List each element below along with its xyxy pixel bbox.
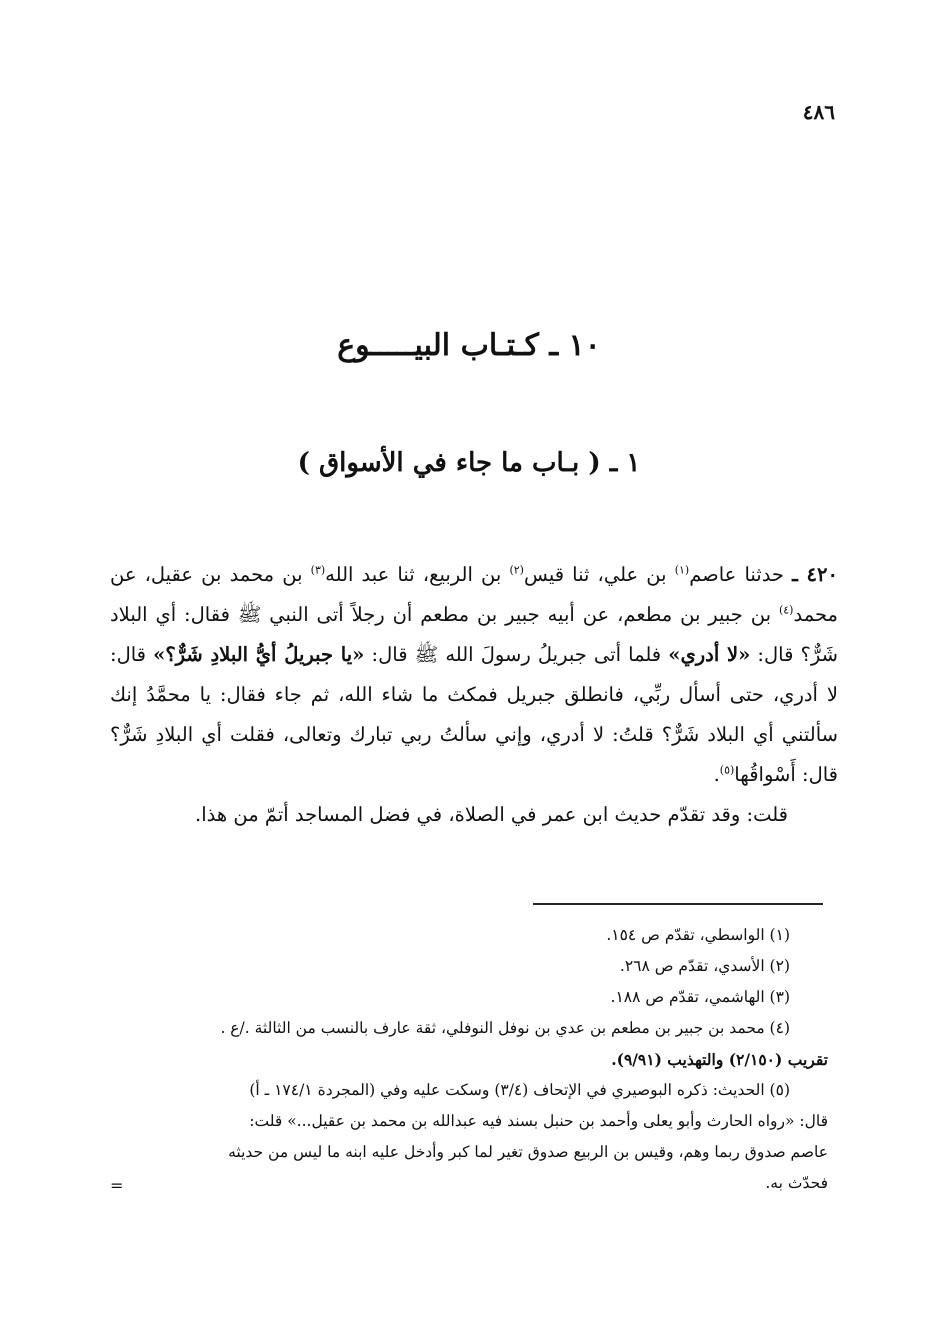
footnote-5: (٥) الحديث: ذكره البوصيري في الإتحاف (٣/٤) وسكت عليه وفي (المجردة ١٧٤/١ ـ أ): [249, 1081, 790, 1099]
chapter-title: ١ ـ ( بـاب ما جاء في الأسواق ): [297, 448, 641, 478]
author-note: قلت: وقد تقدّم حديث ابن عمر في الصلاة، في فضل المساجد أتمّ من هذا.: [195, 803, 788, 826]
footnote-ref: (٤): [778, 603, 794, 617]
hadith-segment: .: [713, 763, 720, 786]
quote: «يا جبريلُ أيُّ البلادِ شَرٌّ؟»: [153, 643, 365, 666]
hadith-text: [110, 555, 838, 835]
footnote-ref: (١): [674, 563, 690, 577]
hadith-segment: فلما أتى جبريلُ رسولَ الله ﷺ قال:: [364, 643, 669, 666]
hadith-segment: بن علي، ثنا قيس: [523, 563, 675, 586]
hadith-segment: بن الربيع، ثنا عبد الله: [325, 563, 510, 586]
footnote-3: (٣) الهاشمي، تقدّم ص ١٨٨.: [610, 988, 790, 1006]
footnote-4-continued: تقريب (٢/١٥٠) والتهذيب (٩/٩١).: [611, 1050, 828, 1069]
continuation-mark: =: [110, 1176, 124, 1195]
footnote-1: (١) الواسطي، تقدّم ص ١٥٤.: [606, 926, 790, 944]
footnote-4: (٤) محمد بن جبير بن مطعم بن عدي بن نوفل النوفلي، ثقة عارف بالنسب من الثالثة ./ع .: [220, 1019, 790, 1037]
hadith-segment: بن جبير بن مطعم، عن أبيه جبير بن مطعم أن رجلاً أتى النبي ﷺ فقال: أي البلاد شَرٌّ؟ قال:: [110, 603, 838, 666]
hadith-segment: حدثنا عاصم: [689, 563, 784, 586]
quote: «لا أدري»: [668, 643, 751, 666]
hadith-paragraph: [110, 555, 838, 795]
footnote-divider: [533, 903, 823, 905]
book-title: ١٠ ـ كـتـاب البيـــــوع: [337, 328, 601, 363]
hadith-segment: بن محمد بن عقيل، عن محمد: [110, 563, 838, 626]
footnote-5-continued: فحدّث به.: [765, 1174, 828, 1192]
hadith-number: ٤٢٠ ـ: [792, 563, 838, 586]
footnote-5-continued: عاصم صدوق ربما وهم، وقيس بن الربيع صدوق تغير لما كبر وأدخل عليه ابنه ما ليس من حديثه: [228, 1143, 828, 1161]
footnote-5-continued: قال: «رواه الحارث وأبو يعلى وأحمد بن حنبل بسند فيه عبدالله بن محمد بن عقيل...» قلت:: [249, 1112, 828, 1130]
page-number: ٤٨٦: [802, 100, 835, 124]
hadith-segment: قال: لا أدري، حتى أسأل ربِّي، فانطلق جبريل فمكث ما شاء الله، ثم جاء فقال: يا محمَّدُ إنك سألتني أي البلاد شَرٌّ؟ قلتُ: لا أدري، وإني سألتُ ربي تبارك وتعالى، فقلت أي البلادِ شَرٌّ؟ قال: أَسْواقُها: [110, 643, 838, 786]
footnote-ref: (٢): [509, 563, 524, 577]
footnote-ref: (٣): [310, 563, 326, 577]
footnotes: [108, 920, 828, 1199]
footnote-ref: (٥): [719, 763, 735, 777]
footnote-2: (٢) الأسدي، تقدّم ص ٢٦٨.: [619, 957, 790, 975]
